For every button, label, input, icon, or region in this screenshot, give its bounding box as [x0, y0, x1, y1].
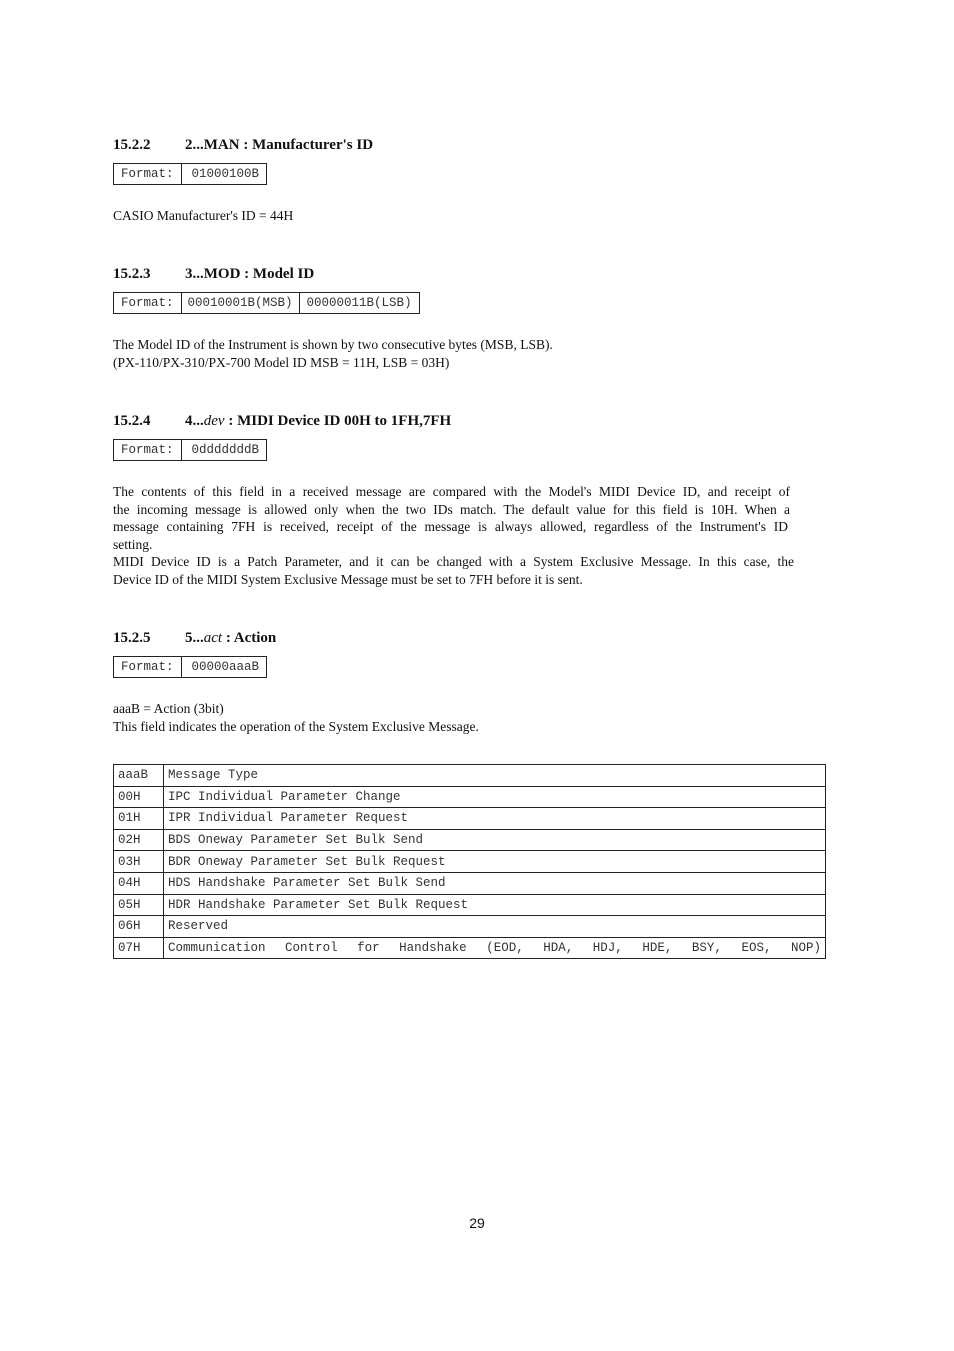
table-row: [114, 851, 826, 873]
format-value-msb: 00010001B(MSB): [181, 293, 299, 314]
table-cell-type: BDR Oneway Parameter Set Bulk Request: [164, 851, 826, 873]
paragraph-line: the incoming message is allowed only when the two IDs match. The default value for this field is 10H. When a: [113, 501, 790, 517]
section-title: : Manufacturer's ID: [239, 137, 374, 153]
section-title-italic: dev: [203, 413, 225, 429]
paragraph-mod: [113, 336, 553, 371]
format-box-dev: [113, 439, 267, 461]
table-row: [114, 829, 826, 851]
page-number-text: 29: [469, 1215, 485, 1231]
section-number: 15.2.5: [113, 630, 151, 646]
page-number: [0, 1215, 954, 1231]
section-heading-15-2-3: [113, 266, 314, 283]
table-row: [114, 808, 826, 830]
table-row: [114, 894, 826, 916]
table-cell-type: Reserved: [164, 916, 826, 938]
table-cell-type: [164, 937, 826, 959]
section-title: : Action: [222, 630, 277, 646]
table-cell-code: 05H: [114, 894, 164, 916]
table-row: [114, 786, 826, 808]
paragraph-dev: [113, 483, 794, 589]
section-title-prefix: 3...MOD: [185, 266, 241, 282]
section-number: 15.2.4: [113, 413, 151, 429]
table-cell-code: 01H: [114, 808, 164, 830]
format-value: 0dddddddB: [181, 440, 267, 461]
format-box-man: [113, 163, 267, 185]
table-header-row: [114, 765, 826, 787]
format-value: 01000100B: [181, 164, 267, 185]
paragraph-line: The contents of this field in a received message are compared with the Model's MIDI Device ID, and receipt of: [113, 484, 790, 499]
paragraph-act: [113, 700, 479, 735]
section-number: 15.2.2: [113, 137, 151, 153]
table-cell-type: HDS Handshake Parameter Set Bulk Send: [164, 872, 826, 894]
table-cell-code: 03H: [114, 851, 164, 873]
section-title-prefix: 4...: [185, 413, 204, 429]
paragraph-line: This field indicates the operation of the System Exclusive Message.: [113, 718, 479, 734]
section-heading-15-2-2: [113, 137, 373, 154]
section-title: : Model ID: [240, 266, 315, 282]
section-title-prefix: 5...: [185, 630, 204, 646]
section-heading-15-2-4: [113, 413, 451, 430]
table-cell-type: BDS Oneway Parameter Set Bulk Send: [164, 829, 826, 851]
section-title-italic: act: [203, 630, 223, 646]
table-header-cell: aaaB: [114, 765, 164, 787]
table-row: [114, 916, 826, 938]
paragraph-line: MIDI Device ID is a Patch Parameter, and it can be changed with a System Exclusive Message. In this case, the: [113, 554, 794, 570]
paragraph-line: (PX-110/PX-310/PX-700 Model ID MSB = 11H, LSB = 03H): [113, 354, 450, 370]
format-label: Format:: [114, 293, 182, 314]
section-title: : MIDI Device ID 00H to 1FH,7FH: [224, 413, 452, 429]
format-label: Format:: [114, 164, 182, 185]
format-box-mod: [113, 292, 420, 314]
paragraph-line: message containing 7FH is received, receipt of the message is always allowed, regardless of the Instrument's ID: [113, 519, 788, 535]
paragraph-line: The Model ID of the Instrument is shown by two consecutive bytes (MSB, LSB).: [113, 337, 553, 352]
table-cell-type: IPC Individual Parameter Change: [164, 786, 826, 808]
table-cell-type: HDR Handshake Parameter Set Bulk Request: [164, 894, 826, 916]
action-table: [113, 764, 826, 959]
table-cell-code: 06H: [114, 916, 164, 938]
format-box-act: [113, 656, 267, 678]
paragraph-man: [113, 207, 293, 225]
table-row: [114, 937, 826, 959]
paragraph-line: aaaB = Action (3bit): [113, 701, 224, 716]
table-row: [114, 872, 826, 894]
table-cell-code: 00H: [114, 786, 164, 808]
table-cell-code: 02H: [114, 829, 164, 851]
table-cell-type-text: Communication Control for Handshake (EOD, HDA, HDJ, HDE, BSY, EOS, NOP): [168, 941, 821, 956]
paragraph-line: CASIO Manufacturer's ID = 44H: [113, 208, 294, 223]
format-value: 00000aaaB: [181, 657, 267, 678]
format-label: Format:: [114, 440, 182, 461]
section-title-prefix: 2...MAN: [185, 137, 240, 153]
section-number: 15.2.3: [113, 266, 151, 282]
table-cell-code: 04H: [114, 872, 164, 894]
paragraph-line: setting.: [113, 536, 153, 552]
paragraph-line: Device ID of the MIDI System Exclusive Message must be set to 7FH before it is sent.: [113, 571, 583, 587]
table-cell-type: IPR Individual Parameter Request: [164, 808, 826, 830]
format-label: Format:: [114, 657, 182, 678]
table-cell-code: 07H: [114, 937, 164, 959]
format-value-lsb: 00000011B(LSB): [299, 293, 419, 314]
table-header-cell: Message Type: [164, 765, 826, 787]
section-heading-15-2-5: [113, 630, 276, 647]
